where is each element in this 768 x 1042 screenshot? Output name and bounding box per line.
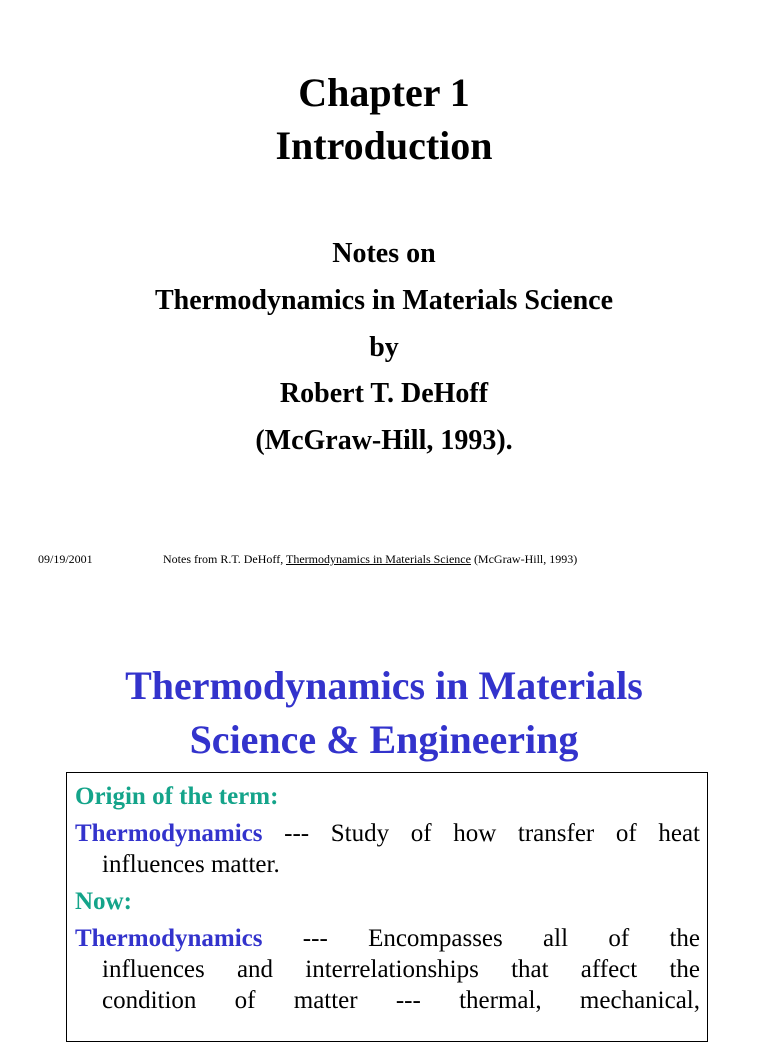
footer-citation-prefix: Notes from R.T. DeHoff, [163, 552, 286, 566]
publisher-line: (McGraw-Hill, 1993). [255, 425, 513, 456]
footer-book-title: Thermodynamics in Materials Science [285, 552, 471, 566]
footer-citation [163, 551, 577, 567]
footer-date: 09/19/2001 [38, 552, 93, 566]
term-thermodynamics: Thermodynamics [75, 820, 263, 847]
definition-now-line2: influences and interrelationships that affect the [102, 956, 700, 983]
definition-now [75, 923, 700, 1016]
origin-heading: Origin of the term: [75, 783, 279, 810]
notes-on-line: Notes on [332, 238, 436, 269]
book-title-line: Thermodynamics in Materials Science [154, 285, 614, 316]
definition-now-line3: condition of matter --- thermal, mechanical, [102, 987, 700, 1014]
definition-origin-continuation: influences matter. [102, 851, 280, 878]
footer-citation-suffix: (McGraw-Hill, 1993) [470, 552, 578, 566]
term-thermodynamics-now: Thermodynamics [75, 925, 263, 952]
chapter-title: Introduction [275, 123, 493, 168]
definition-now-text: --- Encompasses all of the [262, 925, 700, 952]
chapter-number: Chapter 1 [298, 70, 470, 115]
slide2-title-line2: Science & Engineering [189, 717, 579, 762]
definition-origin-first-line [75, 818, 700, 849]
now-heading: Now: [75, 888, 132, 915]
definition-origin [75, 818, 700, 880]
definition-box [66, 772, 708, 1042]
slide2-title-line1: Thermodynamics in Materials [125, 663, 643, 708]
definition-origin-text: --- Study of how transfer of heat [262, 820, 700, 847]
by-line: by [369, 332, 399, 363]
author-line: Robert T. DeHoff [279, 378, 489, 409]
definition-now-first-line [75, 923, 700, 954]
